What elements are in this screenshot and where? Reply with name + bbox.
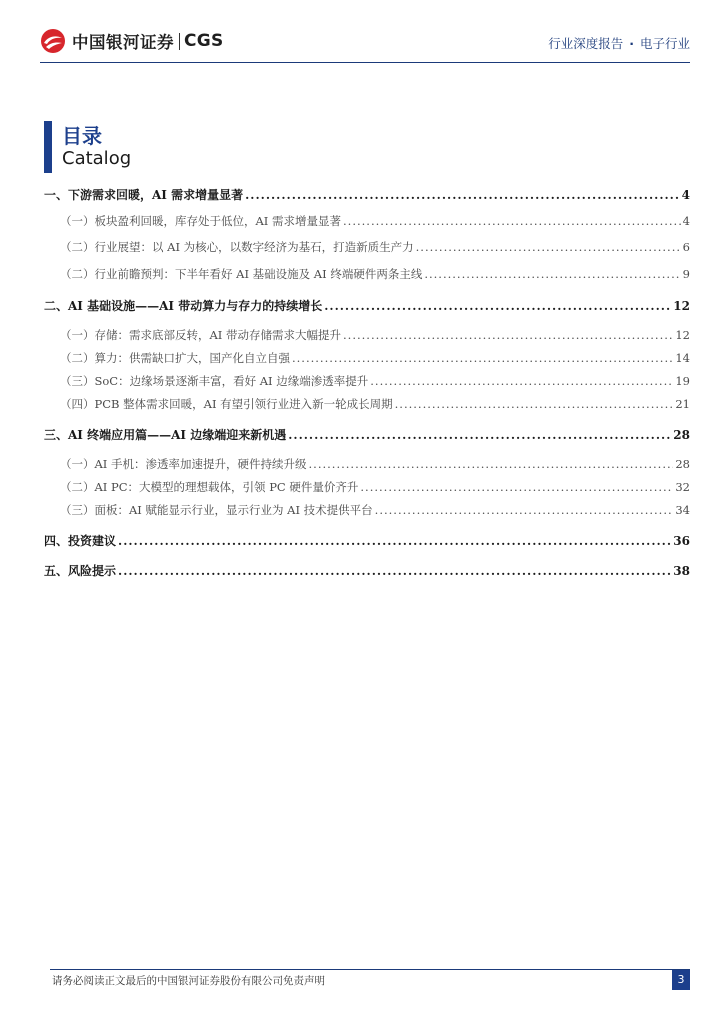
toc-leader-dots	[395, 397, 674, 411]
toc-entry-title: 五、风险提示	[44, 564, 117, 578]
toc-section[interactable]	[44, 426, 690, 443]
toc-leader-dots	[118, 534, 671, 548]
toc-entry-title: （二）AI PC：大模型的理想载体，引领 PC 硬件量价齐升	[60, 480, 359, 494]
galaxy-logo-icon	[40, 28, 66, 54]
toc-leader-dots	[309, 457, 674, 471]
toc-subsection[interactable]	[60, 327, 690, 343]
toc-entry-page: 14	[675, 351, 690, 365]
page-number: 3	[672, 970, 690, 990]
company-logo	[40, 28, 224, 54]
toc-entry-page: 36	[673, 534, 690, 548]
toc-leader-dots	[343, 328, 673, 342]
industry-name: 电子行业	[639, 36, 690, 51]
toc-leader-dots	[360, 480, 673, 494]
report-type: 行业深度报告	[548, 36, 624, 51]
toc-entry-page: 12	[673, 299, 690, 313]
toc-subsection[interactable]	[60, 350, 690, 366]
toc-section[interactable]	[44, 297, 690, 314]
toc-leader-dots	[292, 351, 673, 365]
toc-entry-title: 三、AI 终端应用篇——AI 边缘端迎来新机遇	[44, 428, 287, 442]
logo-english-name: CGS	[184, 31, 224, 51]
toc-leader-dots	[424, 267, 680, 281]
toc-section[interactable]	[44, 532, 690, 549]
toc-entry-page: 34	[675, 503, 690, 517]
toc-entry-page: 12	[675, 328, 690, 342]
toc-entry-title: 四、投资建议	[44, 534, 117, 548]
report-category	[548, 34, 690, 52]
toc-entry-title: 二、AI 基础设施——AI 带动算力与存力的持续增长	[44, 299, 323, 313]
catalog-title-en: Catalog	[62, 148, 132, 169]
toc-subsection[interactable]	[60, 239, 690, 255]
logo-chinese-name: 中国银河证券	[72, 33, 174, 52]
catalog-title-cn: 目录	[62, 124, 102, 148]
toc-entry-title: （二）行业展望：以 AI 为核心，以数字经济为基石，打造新质生产力	[60, 240, 414, 254]
toc-section[interactable]	[44, 186, 690, 203]
toc-entry-page: 9	[682, 267, 690, 281]
toc-entry-page: 38	[673, 564, 690, 578]
toc-entry-title: （一）存储：需求底部反转，AI 带动存储需求大幅提升	[60, 328, 342, 342]
toc-entry-title: （三）SoC：边缘场景逐渐丰富，看好 AI 边缘端渗透率提升	[60, 374, 369, 388]
toc-leader-dots	[118, 564, 671, 578]
toc-leader-dots	[370, 374, 673, 388]
toc-entry-title: 一、下游需求回暖，AI 需求增量显著	[44, 188, 244, 202]
toc-entry-page: 21	[675, 397, 690, 411]
catalog-accent-bar	[44, 121, 52, 173]
toc-subsection[interactable]	[60, 266, 690, 282]
toc-subsection[interactable]	[60, 213, 690, 229]
toc-entry-page: 28	[675, 457, 690, 471]
logo-divider	[179, 33, 180, 50]
toc-entry-title: （一）板块盈利回暖，库存处于低位，AI 需求增量显著	[60, 214, 342, 228]
toc-subsection[interactable]	[60, 479, 690, 495]
toc-entry-page: 4	[682, 214, 690, 228]
toc-entry-page: 32	[675, 480, 690, 494]
header-divider	[40, 62, 690, 63]
footer-divider	[50, 969, 690, 970]
toc-subsection[interactable]	[60, 373, 690, 389]
toc-leader-dots	[416, 240, 681, 254]
toc-entry-title: （二）行业前瞻预判：下半年看好 AI 基础设施及 AI 终端硬件两条主线	[60, 267, 423, 281]
toc-leader-dots	[343, 214, 681, 228]
toc-entry-page: 6	[682, 240, 690, 254]
toc-subsection[interactable]	[60, 456, 690, 472]
toc-leader-dots	[288, 428, 671, 442]
toc-entry-page: 19	[675, 374, 690, 388]
toc-entry-title: （二）算力：供需缺口扩大，国产化自立自强	[60, 351, 290, 365]
toc-leader-dots	[324, 299, 671, 313]
toc-subsection[interactable]	[60, 396, 690, 412]
separator-dot: ·	[629, 35, 634, 51]
toc-leader-dots	[375, 503, 674, 517]
toc-entry-page: 28	[673, 428, 690, 442]
toc-section[interactable]	[44, 562, 690, 579]
page-header	[0, 0, 724, 62]
toc-leader-dots	[245, 188, 680, 202]
toc-entry-title: （一）AI 手机：渗透率加速提升，硬件持续升级	[60, 457, 307, 471]
toc-entry-title: （三）面板：AI 赋能显示行业，显示行业为 AI 技术提供平台	[60, 503, 373, 517]
toc-entry-page: 4	[681, 188, 690, 202]
toc-entry-title: （四）PCB 整体需求回暖，AI 有望引领行业进入新一轮成长周期	[60, 397, 393, 411]
toc-subsection[interactable]	[60, 502, 690, 518]
footer-disclaimer: 请务必阅读正文最后的中国银河证券股份有限公司免责声明	[52, 975, 325, 987]
